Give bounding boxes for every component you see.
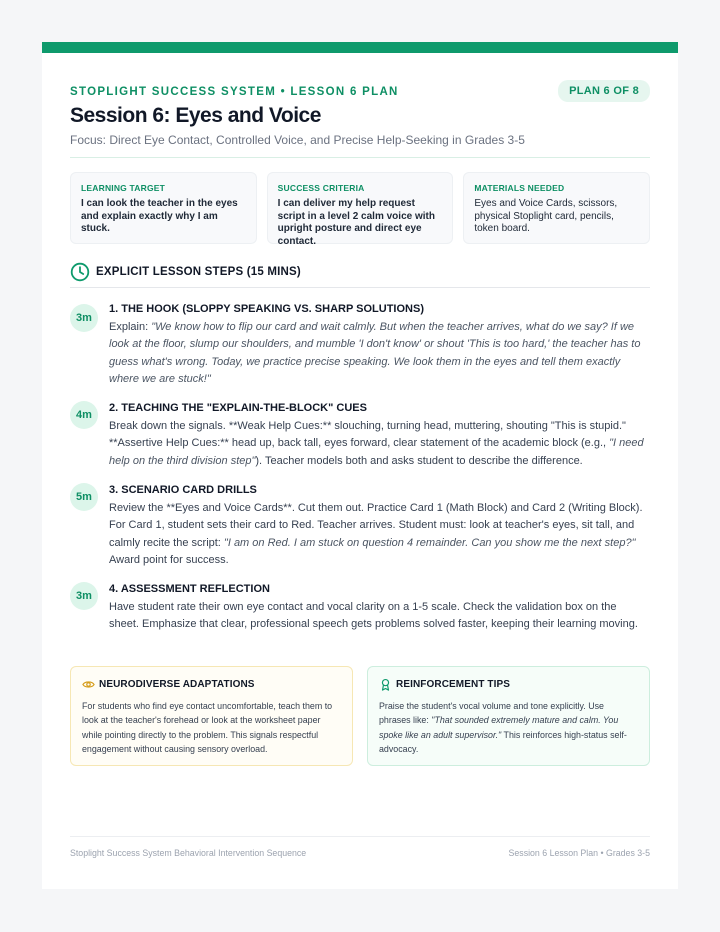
step-tail: Award point for success. (109, 553, 229, 566)
step-tail: ). Teacher models both and asks student to describe the difference. (255, 454, 583, 467)
step-lead: Break down the signals. **Weak Help Cues:** slouching, turning head, muttering, shouting "This is stupid." **Assertive Help Cues:** head up, back tall, eyes forward, clear statement of the academic block (e.g., (109, 420, 626, 450)
eye-icon (82, 678, 95, 691)
callout-text (379, 699, 638, 757)
step-body (109, 302, 649, 388)
step-quote: "I need help on the third division step" (109, 437, 644, 467)
callout-lead: Praise the student's vocal volume and tone explicitly. Use phrases like: (379, 701, 604, 726)
card-text: I can look the teacher in the eyes and explain exactly why I am stuck. (81, 198, 238, 234)
summary-cards (70, 172, 650, 247)
time-badge: 5m (70, 483, 98, 511)
lesson-plan-page (42, 42, 678, 889)
step-lead: Review the **Eyes and Voice Cards**. Cut them out. Practice Card 1 (Math Block) and Card 2 (Writing Block). For Card 1, student sets their card to Red. Teacher arrives. Student must: look at teacher's eyes, sit tall, and calmly recite the script: (109, 502, 643, 549)
callout-text: For students who find eye contact uncomfortable, teach them to look at the teacher's forehead or look at the worksheet paper while pointing directly to the problem. This signals respectful engagement without causing sensory overload. (82, 701, 333, 755)
step-title: 1. THE HOOK (SLOPPY SPEAKING VS. SHARP SOLUTIONS) (109, 303, 424, 315)
accent-top-bar (42, 42, 678, 53)
focus-subtitle: Focus: Direct Eye Contact, Controlled Voice, and Precise Help-Seeking in Grades 3-5 (70, 133, 525, 147)
step-body (109, 582, 649, 634)
footer-left: Stoplight Success System Behavioral Intervention Sequence (70, 848, 307, 858)
step-quote: "We know how to flip our card and wait calmly. But when the teacher arrives, what do we say? If we look at the floor, slump our shoulders, and mumble 'I don't know' or shout 'This is too hard,' the teacher has to guess what's wrong. Today, we practice precise speaking. We look them in the eyes and tell them exactly where we are stuck!" (109, 321, 641, 385)
callout-quote: "That sounded extremely mature and calm. You spoke like an adult supervisor." (379, 715, 619, 740)
card-label: SUCCESS CRITERIA (277, 183, 365, 193)
step-title: 4. ASSESSMENT REFLECTION (109, 583, 270, 595)
card-label: MATERIALS NEEDED (474, 183, 565, 193)
steps-title: EXPLICIT LESSON STEPS (15 MINS) (96, 266, 301, 278)
steps-header (70, 262, 301, 282)
materials-card (463, 172, 650, 244)
success-criteria-card (267, 172, 454, 247)
header-divider (70, 157, 650, 158)
step-body (109, 483, 649, 569)
steps-divider (70, 287, 650, 288)
time-badge: 3m (70, 582, 98, 610)
footer-divider (70, 836, 650, 837)
series-eyebrow: STOPLIGHT SUCCESS SYSTEM • LESSON 6 PLAN (70, 86, 399, 98)
callout-header (82, 678, 341, 691)
neurodiverse-callout (70, 666, 353, 766)
clock-icon (70, 262, 90, 282)
step-lead: Explain: (109, 321, 152, 333)
step-text (109, 319, 649, 388)
callout-tail: This reinforces high-status self-advocacy. (379, 729, 627, 755)
callout-header (379, 678, 638, 691)
step-text (109, 418, 649, 470)
learning-target-card (70, 172, 257, 244)
page-title: Session 6: Eyes and Voice (70, 104, 321, 127)
time-badge: 4m (70, 401, 98, 429)
callout-title: NEURODIVERSE ADAPTATIONS (99, 679, 255, 690)
step-quote: "I am on Red. I am stuck on question 4 remainder. Can you show me the next step?" (223, 536, 636, 549)
award-ribbon-icon (379, 678, 392, 691)
reinforcement-callout (367, 666, 650, 766)
callout-row (70, 666, 650, 766)
callout-title: REINFORCEMENT TIPS (396, 679, 511, 690)
step-lead: Have student rate their own eye contact and vocal clarity on a 1-5 scale. Check the validation box on the sheet. Emphasize that clear, professional speech gets problems solved faster, keeping their learning moving. (109, 601, 638, 631)
card-text: Eyes and Voice Cards, scissors, physical Stoplight card, pencils, token board. (474, 198, 618, 234)
step-title: 2. TEACHING THE "EXPLAIN-THE-BLOCK" CUES (109, 402, 367, 414)
time-badge: 3m (70, 304, 98, 332)
step-text (109, 500, 649, 569)
card-text: I can deliver my help request script in a level 2 calm voice with upright posture and direct eye contact. (277, 198, 435, 247)
step-title: 3. SCENARIO CARD DRILLS (109, 484, 257, 496)
footer-right: Session 6 Lesson Plan • Grades 3-5 (508, 848, 650, 858)
plan-badge: PLAN 6 OF 8 (558, 80, 650, 102)
step-body (109, 401, 649, 470)
card-label: LEARNING TARGET (81, 183, 166, 193)
step-text (109, 599, 649, 634)
